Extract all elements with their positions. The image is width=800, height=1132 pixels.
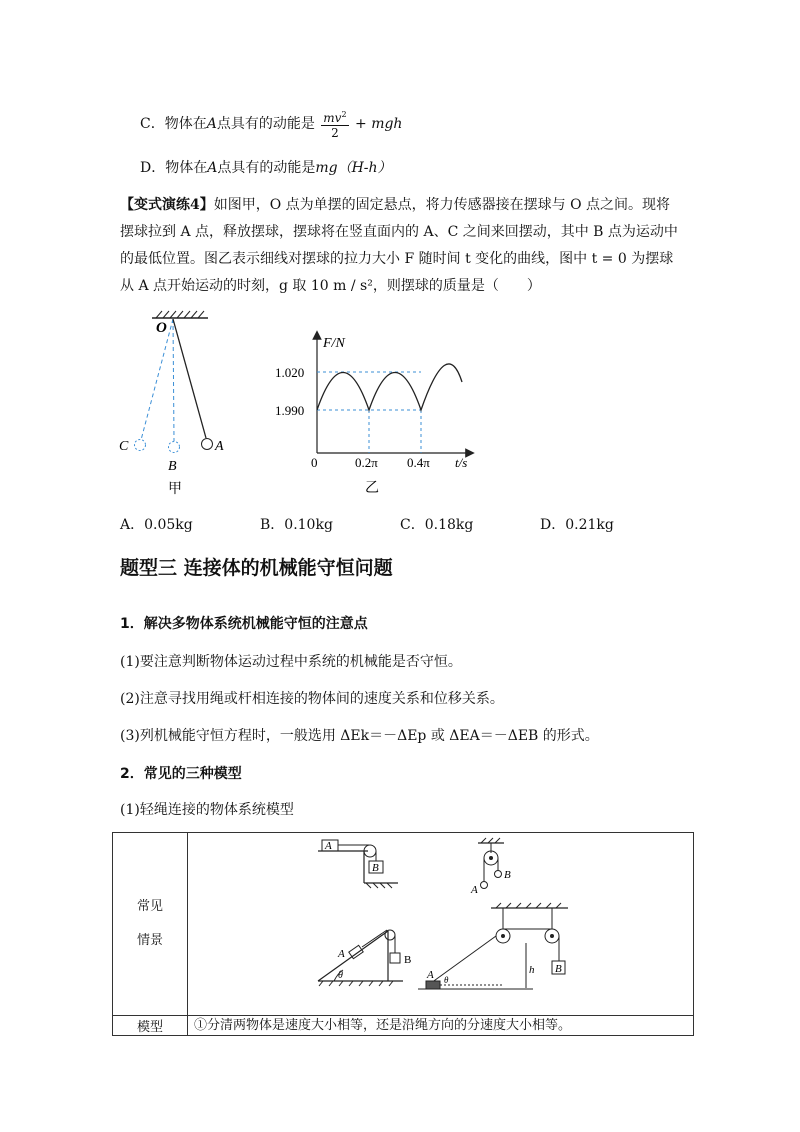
point1-item: (2)注意寻找用绳或杆相连接的物体间的速度关系和位移关系。 bbox=[120, 691, 504, 707]
choice-a[interactable]: A．0.05kg bbox=[120, 517, 193, 533]
ball-c bbox=[135, 440, 146, 451]
svg-text:θ: θ bbox=[444, 975, 449, 985]
section-title: 题型三 连接体的机械能守恒问题 bbox=[120, 557, 393, 579]
model-description: ①分清两物体是速度大小相等，还是沿绳方向的分速度大小相等。 bbox=[188, 1016, 694, 1036]
row-label-scenes: 常见 情景 bbox=[113, 833, 188, 1016]
y-tick-label: 1.020 bbox=[275, 365, 305, 380]
y-tick-label: 1.990 bbox=[275, 403, 305, 418]
label-a: A bbox=[215, 439, 224, 454]
string-c bbox=[141, 319, 173, 440]
svg-text:B: B bbox=[555, 963, 562, 975]
svg-text:A: A bbox=[471, 884, 478, 896]
scene-hanging-pulley bbox=[470, 838, 511, 896]
svg-text:B: B bbox=[404, 954, 412, 966]
point1-heading: 1．解决多物体系统机械能守恒的注意点 bbox=[120, 616, 368, 632]
table-row bbox=[113, 833, 694, 1016]
svg-text:θ: θ bbox=[338, 970, 343, 981]
svg-text:B: B bbox=[372, 862, 379, 874]
x-tick-label: 0.2π bbox=[355, 455, 378, 470]
label-o: O bbox=[156, 320, 167, 336]
x-axis-label: t/s bbox=[455, 455, 468, 470]
force-curve bbox=[317, 364, 462, 410]
svg-text:h: h bbox=[529, 964, 535, 976]
scene-incline bbox=[318, 930, 411, 986]
x-tick-label: 0.4π bbox=[407, 455, 430, 470]
exercise-paragraph: 【变式演练4】如图甲，O 点为单摆的固定悬点，将力传感器接在摆球与 O 点之间。现将摆球拉到 A 点，释放摆球，摆球将在竖直面内的 A、C 之间来回摆动，其中 B 点为运动中的最低位置。图乙表示细线对摆球的拉力大小 F 随时间 t 变化的曲线，图中 t = 0 为摆球从 A 点开始运动的时刻，g 取 10 m / s²，则摆球的质量是（ ） bbox=[120, 197, 678, 294]
choice-b[interactable]: B．0.10kg bbox=[260, 517, 333, 533]
svg-text:A: A bbox=[325, 840, 332, 852]
force-time-chart bbox=[265, 325, 485, 495]
point2-heading: 2．常见的三种模型 bbox=[120, 766, 242, 782]
y-axis-label: F/N bbox=[323, 336, 345, 351]
row-label-model: 模型 bbox=[113, 1016, 188, 1036]
model-table bbox=[112, 832, 694, 1036]
scene-double-pulley bbox=[418, 903, 568, 989]
string-a bbox=[173, 319, 206, 438]
origin-label: 0 bbox=[311, 455, 318, 470]
label-c: C bbox=[119, 439, 129, 454]
scene-table-pulley bbox=[318, 840, 398, 888]
pendulum-figure bbox=[110, 310, 240, 500]
scenes-cell bbox=[188, 833, 694, 1016]
table-row bbox=[113, 1016, 694, 1036]
svg-text:B: B bbox=[504, 869, 511, 881]
ball-b bbox=[169, 442, 180, 453]
svg-text:A: A bbox=[427, 969, 434, 981]
caption-jia: 甲 bbox=[168, 482, 182, 497]
choice-c[interactable]: C．0.18kg bbox=[400, 517, 474, 533]
kinetic-energy-fraction: $\frac{mv^2}{2}$ bbox=[323, 110, 347, 140]
point1-item: (3)列机械能守恒方程时，一般选用 ΔEk＝－ΔEp 或 ΔEA＝－ΔEB 的形式。 bbox=[120, 728, 599, 744]
scene-diagrams bbox=[188, 833, 693, 1011]
option-d: D．物体在A点具有的动能是mg（H-h） bbox=[140, 160, 392, 176]
ball-a bbox=[202, 439, 213, 450]
label-b: B bbox=[168, 459, 177, 474]
caption-yi: 乙 bbox=[365, 481, 379, 495]
choice-d[interactable]: D．0.21kg bbox=[540, 517, 614, 533]
string-b bbox=[173, 319, 174, 441]
point1-item: (1)要注意判断物体运动过程中系统的机械能是否守恒。 bbox=[120, 654, 462, 670]
ceiling-hatch bbox=[156, 311, 204, 318]
option-c: C．物体在A点具有的动能是 $\frac{mv^2}{2}$ + mgh bbox=[140, 110, 403, 140]
svg-text:A: A bbox=[338, 948, 345, 960]
point2-subheading: (1)轻绳连接的物体系统模型 bbox=[120, 802, 294, 818]
